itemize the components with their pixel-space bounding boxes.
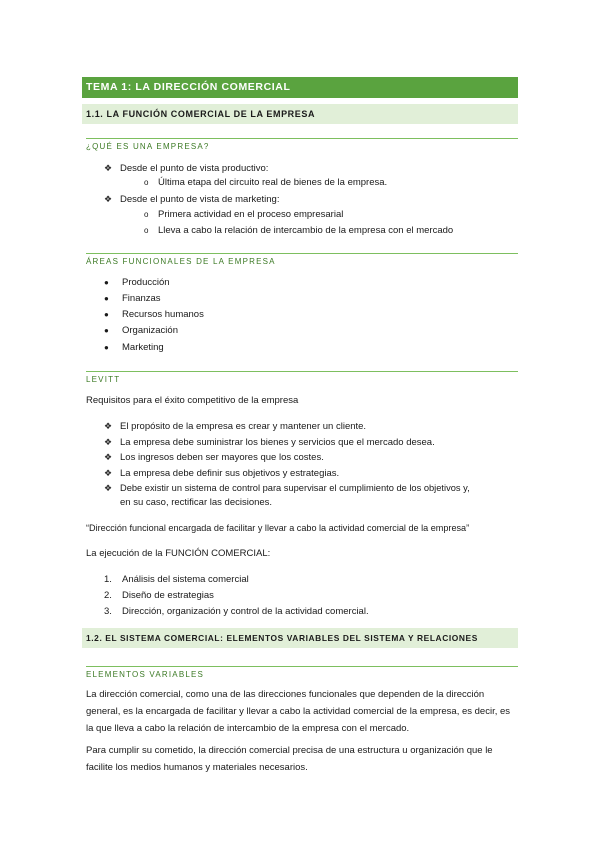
paragraph: Para cumplir su cometido, la dirección comercial precisa de una estructura u organización que le facilite los medios humanos y materiales necesarios. (86, 745, 493, 773)
list-item: o Última etapa del circuito real de bienes de la empresa. (144, 177, 388, 188)
diamond-bullet-icon: ❖ (104, 437, 113, 447)
numbered-item: 1. Análisis del sistema comercial (104, 574, 249, 585)
list-item: o Primera actividad en el proceso empresarial (144, 209, 344, 220)
diamond-bullet-icon: ❖ (104, 483, 113, 493)
que-es-heading: ¿QUÉ ES UNA EMPRESA? (86, 138, 518, 151)
list-item: o Lleva a cabo la relación de intercambio de la empresa con el mercado (144, 225, 454, 236)
section-2-title: 1.2. EL SISTEMA COMERCIAL: ELEMENTOS VARIABLES DEL SISTEMA Y RELACIONES (82, 628, 518, 648)
list-item: ● Recursos humanos (104, 309, 204, 320)
diamond-bullet-icon: ❖ (104, 421, 113, 431)
list-item: ● Finanzas (104, 293, 161, 304)
areas-heading: ÁREAS FUNCIONALES DE LA EMPRESA (86, 253, 518, 266)
bullet-dot-icon: ● (104, 343, 109, 352)
list-item: ❖ Desde el punto de vista de marketing: (104, 194, 280, 205)
diamond-bullet-icon: ❖ (104, 452, 113, 462)
list-item-continuation: en su caso, rectificar las decisiones. (120, 497, 273, 508)
circle-bullet-icon: o (144, 226, 149, 235)
paragraph: La dirección comercial, como una de las direcciones funcionales que dependen de la dirección general, es la encargada de facilitar y llevar a cabo la actividad comercial de la empresa, es decir, es la que lleva a cabo la relación de intercambio de la empresa con el mercado. (86, 689, 511, 734)
list-item: ● Organización (104, 325, 178, 336)
bullet-dot-icon: ● (104, 326, 109, 335)
diamond-bullet-icon: ❖ (104, 163, 113, 173)
list-item: ❖ La empresa debe definir sus objetivos y estrategias. (104, 468, 340, 479)
list-item: ❖ Debe existir un sistema de control para supervisar el cumplimiento de los objetivos y, (104, 483, 470, 493)
bullet-dot-icon: ● (104, 310, 109, 319)
list-item: ● Producción (104, 277, 170, 288)
main-title: TEMA 1: LA DIRECCIÓN COMERCIAL (82, 77, 518, 98)
bullet-dot-icon: ● (104, 278, 109, 287)
list-item: ❖ El propósito de la empresa es crear y mantener un cliente. (104, 421, 367, 432)
list-item: ❖ Desde el punto de vista productivo: (104, 163, 269, 174)
circle-bullet-icon: o (144, 178, 149, 187)
list-item: ❖ La empresa debe suministrar los bienes y servicios que el mercado desea. (104, 437, 435, 448)
numbered-item: 2. Diseño de estrategias (104, 590, 214, 601)
diamond-bullet-icon: ❖ (104, 194, 113, 204)
bullet-dot-icon: ● (104, 294, 109, 303)
numbered-item: 3. Dirección, organización y control de la actividad comercial. (104, 606, 369, 617)
execution-intro: La ejecución de la FUNCIÓN COMERCIAL: (86, 548, 271, 559)
circle-bullet-icon: o (144, 210, 149, 219)
levitt-intro: Requisitos para el éxito competitivo de la empresa (86, 395, 299, 406)
levitt-heading: LEVITT (86, 371, 518, 384)
diamond-bullet-icon: ❖ (104, 468, 113, 478)
section-1-title: 1.1. LA FUNCIÓN COMERCIAL DE LA EMPRESA (82, 104, 518, 124)
definition-quote: “Dirección funcional encargada de facilitar y llevar a cabo la actividad comercial de la empresa” (86, 523, 470, 533)
elementos-heading: ELEMENTOS VARIABLES (86, 666, 518, 679)
list-item: ● Marketing (104, 342, 164, 353)
list-item: ❖ Los ingresos deben ser mayores que los costes. (104, 452, 324, 463)
